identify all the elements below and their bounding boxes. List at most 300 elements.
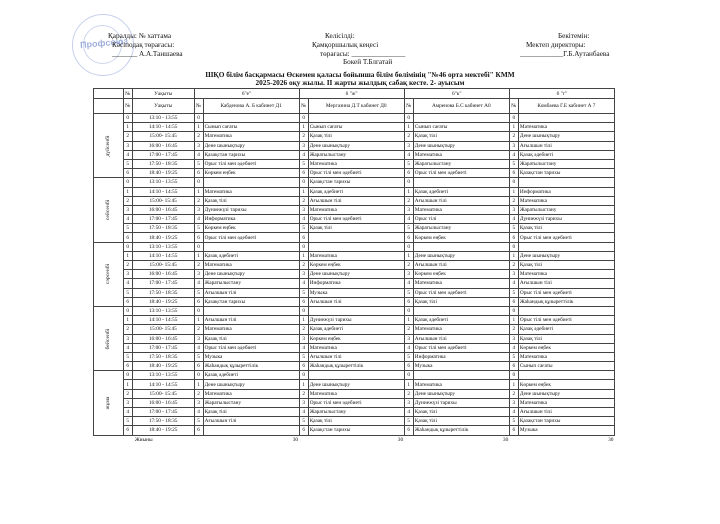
lesson-no: 6 [509, 426, 518, 435]
subject-cell: Қазақстан тарихы [203, 150, 299, 159]
schedule-row [94, 233, 615, 242]
lesson-no: 1 [194, 123, 203, 132]
lesson-no: 4 [509, 408, 518, 417]
approval-right-line1: Бекітемін: [558, 32, 590, 40]
subject-cell: Қазақ тілі [308, 132, 404, 141]
lesson-no: 2 [299, 132, 308, 141]
subject-cell: Көркем еңбек [308, 261, 404, 270]
lesson-number: 1 [123, 316, 132, 325]
subject-cell: Математика [203, 132, 299, 141]
lesson-no: 6 [194, 169, 203, 178]
lesson-no: 4 [404, 279, 413, 288]
subject-cell: Қазақстан тарихы [203, 297, 299, 306]
lesson-no: 0 [299, 242, 308, 251]
subject-cell [203, 114, 299, 123]
lesson-no: 6 [194, 362, 203, 371]
schedule-row [94, 169, 615, 178]
subject-cell: Көркем еңбек [518, 380, 614, 389]
lesson-no: 5 [404, 352, 413, 361]
lesson-number: 4 [123, 279, 132, 288]
subject-cell: Қазақстан тарихы [308, 426, 404, 435]
subject-cell: Қазақ тілі [413, 297, 509, 306]
subject-cell: Қазақстан тарихы [518, 417, 614, 426]
schedule-row [94, 114, 615, 123]
lesson-no: 5 [194, 417, 203, 426]
subject-cell: Математика [413, 150, 509, 159]
approval-mid-line3: төрағасы: _______________ [320, 50, 406, 58]
lesson-no: 3 [509, 270, 518, 279]
schedule-row [94, 279, 615, 288]
lesson-number: 4 [123, 150, 132, 159]
subject-cell: Жаратылыстану [203, 398, 299, 407]
lesson-no: 0 [194, 371, 203, 380]
subject-cell: Математика [308, 343, 404, 352]
subject-cell [203, 426, 299, 435]
lesson-number: 3 [123, 334, 132, 343]
lesson-no: 3 [299, 398, 308, 407]
subject-cell: Жаратылыстану [413, 159, 509, 168]
lesson-no: 2 [299, 325, 308, 334]
lesson-no: 3 [509, 334, 518, 343]
subject-cell: Дүниежүзі тарихы [518, 215, 614, 224]
subject-cell: Математика [518, 270, 614, 279]
subject-cell: Көркем еңбек [203, 169, 299, 178]
subject-cell: Қазақ тілі [413, 408, 509, 417]
lesson-time: 14:10 - 14:55 [132, 380, 194, 389]
subject-cell: Қазақ тілі [308, 417, 404, 426]
subject-cell: Математика [413, 380, 509, 389]
schedule-row [94, 288, 615, 297]
lesson-no: 2 [299, 389, 308, 398]
subject-cell: Информатика [203, 215, 299, 224]
subject-cell: Ағылшын тілі [518, 279, 614, 288]
lesson-no: 2 [194, 389, 203, 398]
no-label: № [299, 99, 308, 114]
subject-cell: Дене шынықтыру [203, 270, 299, 279]
lesson-time: 13:10 - 13:55 [132, 114, 194, 123]
subject-cell: Дене шынықтыру [308, 141, 404, 150]
lesson-no: 1 [509, 123, 518, 132]
lesson-time: 17:00 - 17:45 [132, 279, 194, 288]
subject-cell: Математика [308, 251, 404, 260]
lesson-number: 2 [123, 132, 132, 141]
lesson-no: 3 [509, 205, 518, 214]
approval-left-line1: Қаралды: № хаттама [108, 32, 172, 40]
subject-cell: Математика [308, 205, 404, 214]
schedule-row [94, 408, 615, 417]
lesson-number: 5 [123, 417, 132, 426]
class-name-header: 6 "ж" [299, 89, 404, 99]
subject-cell: Орыс тілі мен әдебиеті [518, 316, 614, 325]
class-name-header: 6"к" [404, 89, 509, 99]
approval-mid-line2: Қамқоршылық кеңесі [312, 41, 379, 49]
lesson-no: 2 [509, 389, 518, 398]
subject-cell: Қазақ тілі [203, 196, 299, 205]
subject-cell: Сынып сағаты [308, 123, 404, 132]
subject-cell: Математика [203, 261, 299, 270]
approval-right-line3: ____________Г.Б.Аутанбаева [520, 50, 610, 58]
subject-cell: Сынып сағаты [413, 123, 509, 132]
schedule-row [94, 251, 615, 260]
lesson-time: 14:10 - 14:55 [132, 316, 194, 325]
subject-cell: Қазақ әдебиеті [308, 325, 404, 334]
lesson-time: 14:10 - 14:55 [132, 123, 194, 132]
subject-cell: Жаратылыстану [518, 205, 614, 214]
subject-cell: Дене шынықтыру [203, 380, 299, 389]
schedule-row [94, 215, 615, 224]
lesson-no: 6 [299, 426, 308, 435]
lesson-time: 18:40 - 19:25 [132, 169, 194, 178]
lesson-no: 1 [404, 316, 413, 325]
lesson-time: 17:50 - 18:35 [132, 224, 194, 233]
subject-cell: Жаратылыстану [308, 150, 404, 159]
lesson-no: 0 [509, 306, 518, 315]
schedule-row [94, 141, 615, 150]
schedule-row [94, 123, 615, 132]
lesson-no: 6 [404, 426, 413, 435]
subject-cell: Сынып сағаты [203, 123, 299, 132]
schedule-row [94, 224, 615, 233]
schedule-row [94, 426, 615, 435]
lesson-no: 4 [509, 215, 518, 224]
document-title: ШҚО білім басқармасы Өскемен қаласы бойынша білім бөлімінің "№46 орта мектебі" КММ [205, 70, 515, 79]
lesson-no: 3 [194, 205, 203, 214]
schedule-row [94, 325, 615, 334]
lesson-no: 4 [299, 215, 308, 224]
lesson-no: 1 [404, 187, 413, 196]
day-header [94, 89, 124, 99]
subject-cell: Ағылшын тілі [203, 288, 299, 297]
lesson-time: 17:00 - 17:45 [132, 343, 194, 352]
schedule-row [94, 417, 615, 426]
teacher-cabinet: Мергазина Д.Т кабинет Д0 [308, 99, 404, 114]
day-label: сәрсенбі [105, 264, 112, 285]
schedule-row [94, 205, 615, 214]
subject-cell: Дене шынықтыру [413, 251, 509, 260]
total-value: 30 [502, 436, 509, 443]
lesson-no: 1 [509, 316, 518, 325]
subject-cell: Дене шынықтыру [413, 141, 509, 150]
schedule-row [94, 178, 615, 187]
subject-cell: Математика [518, 352, 614, 361]
lesson-no: 5 [299, 159, 308, 168]
lesson-no: 6 [299, 233, 308, 242]
lesson-no: 5 [404, 159, 413, 168]
schedule-row [94, 306, 615, 315]
schedule-row [94, 261, 615, 270]
subject-cell: Ағылшын тілі [413, 261, 509, 270]
lesson-no: 1 [404, 123, 413, 132]
empty-cell [94, 99, 124, 114]
subject-cell: Көркем еңбек [518, 343, 614, 352]
lesson-no: 1 [299, 187, 308, 196]
subject-cell: Қазақ әдебиеті [308, 187, 404, 196]
day-cell [94, 306, 124, 370]
stamp-text: Профсоюз [79, 35, 129, 51]
lesson-number: 2 [123, 196, 132, 205]
subject-cell: Қазақ әдебиеті [203, 371, 299, 380]
subject-cell: Қазақ тілі [308, 224, 404, 233]
lesson-time: 16:00 - 16:45 [132, 141, 194, 150]
day-cell [94, 114, 124, 178]
subject-cell: Орыс тілі мен әдебиеті [308, 169, 404, 178]
lesson-number: 0 [123, 178, 132, 187]
subject-cell [308, 371, 404, 380]
lesson-time: 18:40 - 19:25 [132, 233, 194, 242]
subject-cell: Дүниежүзі тарихы [203, 205, 299, 214]
subject-cell: Ағылшын тілі [203, 417, 299, 426]
lesson-no: 1 [194, 380, 203, 389]
lesson-number: 3 [123, 141, 132, 150]
subject-cell: Жаһандық құзыреттілік [308, 362, 404, 371]
subject-cell: Математика [518, 196, 614, 205]
lesson-no: 0 [509, 242, 518, 251]
subject-cell: Дүниежүзі тарихы [413, 398, 509, 407]
subject-cell: Жаһандық құзыреттілік [518, 297, 614, 306]
subject-cell: Орыс тілі мен әдебиеті [203, 233, 299, 242]
time-label: Уақыты [132, 99, 194, 114]
lesson-no: 5 [194, 224, 203, 233]
lesson-no: 2 [509, 261, 518, 270]
subject-cell: Дене шынықтыру [308, 270, 404, 279]
lesson-no: 2 [509, 132, 518, 141]
lesson-time: 18:40 - 19:25 [132, 426, 194, 435]
schedule-row [94, 389, 615, 398]
lesson-time: 18:40 - 19:25 [132, 362, 194, 371]
lesson-no: 2 [404, 325, 413, 334]
subject-cell [413, 306, 509, 315]
lesson-time: 14:10 - 14:55 [132, 187, 194, 196]
lesson-no: 1 [509, 380, 518, 389]
lesson-no: 5 [509, 417, 518, 426]
lesson-no: 3 [404, 141, 413, 150]
subject-cell [518, 178, 614, 187]
lesson-number: 6 [123, 169, 132, 178]
subject-cell: Математика [413, 325, 509, 334]
lesson-no: 2 [194, 325, 203, 334]
subject-cell: Дене шынықтыру [518, 251, 614, 260]
subject-cell: Қазақ әдебиеті [518, 150, 614, 159]
subject-cell: Дене шынықтыру [518, 389, 614, 398]
subject-cell: Көркем еңбек [203, 224, 299, 233]
lesson-no: 2 [509, 325, 518, 334]
lesson-no: 2 [509, 196, 518, 205]
subject-cell: Орыс тілі [413, 215, 509, 224]
subject-cell: Ағылшын тілі [203, 316, 299, 325]
day-label: жұма [105, 396, 112, 410]
lesson-no: 0 [299, 306, 308, 315]
schedule-row [94, 297, 615, 306]
subject-cell: Ағылшын тілі [518, 408, 614, 417]
total-label: Жиыны [134, 436, 153, 443]
approval-right-line2: Мектеп директоры: [526, 41, 586, 49]
subject-cell: Дене шынықтыру [518, 132, 614, 141]
lesson-time: 13:10 - 13:55 [132, 178, 194, 187]
lesson-time: 16:00 - 16:45 [132, 205, 194, 214]
lesson-no: 3 [194, 141, 203, 150]
day-label: бейсенбі [105, 328, 112, 349]
subject-cell: Жаратылыстану [518, 159, 614, 168]
subject-cell: Математика [413, 279, 509, 288]
lesson-no: 6 [404, 297, 413, 306]
lesson-no: 5 [194, 159, 203, 168]
lesson-no: 0 [194, 242, 203, 251]
schedule-row [94, 196, 615, 205]
schedule-row [94, 132, 615, 141]
subject-cell: Жаһандық құзыреттілік [413, 426, 509, 435]
no-header: № [123, 89, 132, 99]
schedule-row [94, 270, 615, 279]
day-cell [94, 178, 124, 242]
subject-cell: Математика [518, 398, 614, 407]
schedule-row [94, 343, 615, 352]
lesson-no: 5 [404, 417, 413, 426]
lesson-time: 17:00 - 17:45 [132, 150, 194, 159]
lesson-no: 3 [194, 270, 203, 279]
lesson-no: 2 [299, 196, 308, 205]
subject-cell: Информатика [413, 352, 509, 361]
subject-cell: Дүниежүзі тарихы [308, 316, 404, 325]
subject-cell: Қазақ тілі [413, 417, 509, 426]
lesson-no: 3 [404, 205, 413, 214]
class-name-header: 6 "г" [509, 89, 614, 99]
lesson-time: 17:50 - 18:35 [132, 159, 194, 168]
lesson-no: 2 [299, 261, 308, 270]
subject-cell: Музыка [413, 362, 509, 371]
subject-cell: Математика [203, 389, 299, 398]
lesson-no: 4 [194, 343, 203, 352]
lesson-no: 5 [299, 224, 308, 233]
subject-cell: Қазақ әдебиеті [203, 251, 299, 260]
total-value: 30 [397, 436, 404, 443]
subject-cell: Жаһандық құзыреттілік [203, 362, 299, 371]
lesson-no: 5 [299, 352, 308, 361]
lesson-no: 2 [194, 261, 203, 270]
subject-cell [203, 242, 299, 251]
lesson-no: 1 [194, 316, 203, 325]
subject-cell: Математика [203, 325, 299, 334]
lesson-number: 4 [123, 408, 132, 417]
subject-cell [203, 178, 299, 187]
lesson-number: 0 [123, 114, 132, 123]
lesson-no: 0 [404, 178, 413, 187]
schedule-row [94, 334, 615, 343]
schedule-row [94, 371, 615, 380]
lesson-no: 4 [299, 343, 308, 352]
lesson-no: 4 [299, 150, 308, 159]
approval-mid-line1: Келісілді: [325, 32, 355, 40]
lesson-no: 1 [299, 380, 308, 389]
lesson-number: 4 [123, 215, 132, 224]
lesson-no: 2 [404, 132, 413, 141]
subject-cell: Ағылшын тілі [413, 334, 509, 343]
subject-cell [518, 306, 614, 315]
schedule-row [94, 380, 615, 389]
schedule-row [94, 242, 615, 251]
lesson-no: 2 [194, 132, 203, 141]
lesson-number: 3 [123, 205, 132, 214]
subject-cell [308, 233, 404, 242]
subject-cell: Орыс тілі мен әдебиеті [518, 233, 614, 242]
lesson-no: 1 [299, 123, 308, 132]
no-label: № [404, 99, 413, 114]
lesson-no: 6 [194, 426, 203, 435]
lesson-no: 2 [404, 196, 413, 205]
lesson-number: 6 [123, 362, 132, 371]
time-header: Уақыты [132, 89, 194, 99]
schedule-row [94, 159, 615, 168]
schedule-row [94, 362, 615, 371]
subject-cell [518, 114, 614, 123]
subject-cell: Математика [308, 159, 404, 168]
no-label: № [194, 99, 203, 114]
subject-cell: Көркем еңбек [308, 334, 404, 343]
lesson-number: 6 [123, 297, 132, 306]
subject-cell: Қазақ тілі [413, 132, 509, 141]
lesson-no: 0 [194, 306, 203, 315]
lesson-time: 17:50 - 18:35 [132, 288, 194, 297]
lesson-no: 1 [194, 251, 203, 260]
lesson-number: 1 [123, 123, 132, 132]
subject-cell: Жаратылыстану [308, 408, 404, 417]
lesson-time: 15:00- 15:45 [132, 389, 194, 398]
lesson-no: 6 [404, 362, 413, 371]
lesson-no: 3 [299, 141, 308, 150]
subject-cell: Информатика [308, 279, 404, 288]
subject-cell: Қазақ тілі [203, 408, 299, 417]
lesson-no: 1 [299, 316, 308, 325]
schedule-row [94, 352, 615, 361]
subject-cell: Орыс тілі мен әдебиеті [203, 343, 299, 352]
subject-cell: Математика [413, 205, 509, 214]
subject-cell: Музыка [308, 288, 404, 297]
lesson-no: 4 [404, 343, 413, 352]
lesson-no: 0 [299, 178, 308, 187]
lesson-no: 3 [194, 334, 203, 343]
lesson-no: 4 [509, 150, 518, 159]
lesson-number: 0 [123, 371, 132, 380]
lesson-no: 4 [194, 150, 203, 159]
subject-cell: Ағылшын тілі [308, 352, 404, 361]
lesson-time: 15:00- 15:45 [132, 196, 194, 205]
subject-cell [413, 114, 509, 123]
lesson-number: 1 [123, 251, 132, 260]
lesson-no: 5 [194, 352, 203, 361]
subject-cell: Қазақ тілі [203, 334, 299, 343]
lesson-no: 5 [509, 224, 518, 233]
lesson-no: 0 [509, 114, 518, 123]
lesson-no: 1 [509, 251, 518, 260]
subject-cell: Орыс тілі мен әдебиеті [308, 398, 404, 407]
document-subtitle: 2025-2026 оқу жылы. II жарты жылдық сабақ кесте. 2- ауысым [255, 78, 465, 87]
lesson-no: 3 [404, 270, 413, 279]
lesson-no: 1 [404, 251, 413, 260]
lesson-no: 6 [509, 169, 518, 178]
total-value: 30 [292, 436, 299, 443]
subject-cell: Қазақ әдебиеті [518, 325, 614, 334]
subject-cell: Қазақ тілі [518, 261, 614, 270]
subject-cell: Музыка [518, 426, 614, 435]
lesson-time: 13:10 - 13:55 [132, 242, 194, 251]
lesson-no: 3 [194, 398, 203, 407]
lesson-number: 5 [123, 352, 132, 361]
subject-cell: Орыс тілі мен әдебиеті [518, 288, 614, 297]
lesson-no: 0 [299, 114, 308, 123]
lesson-time: 17:00 - 17:45 [132, 215, 194, 224]
lesson-number: 6 [123, 426, 132, 435]
subject-cell: Қазақ тілі [518, 334, 614, 343]
lesson-no: 0 [299, 371, 308, 380]
